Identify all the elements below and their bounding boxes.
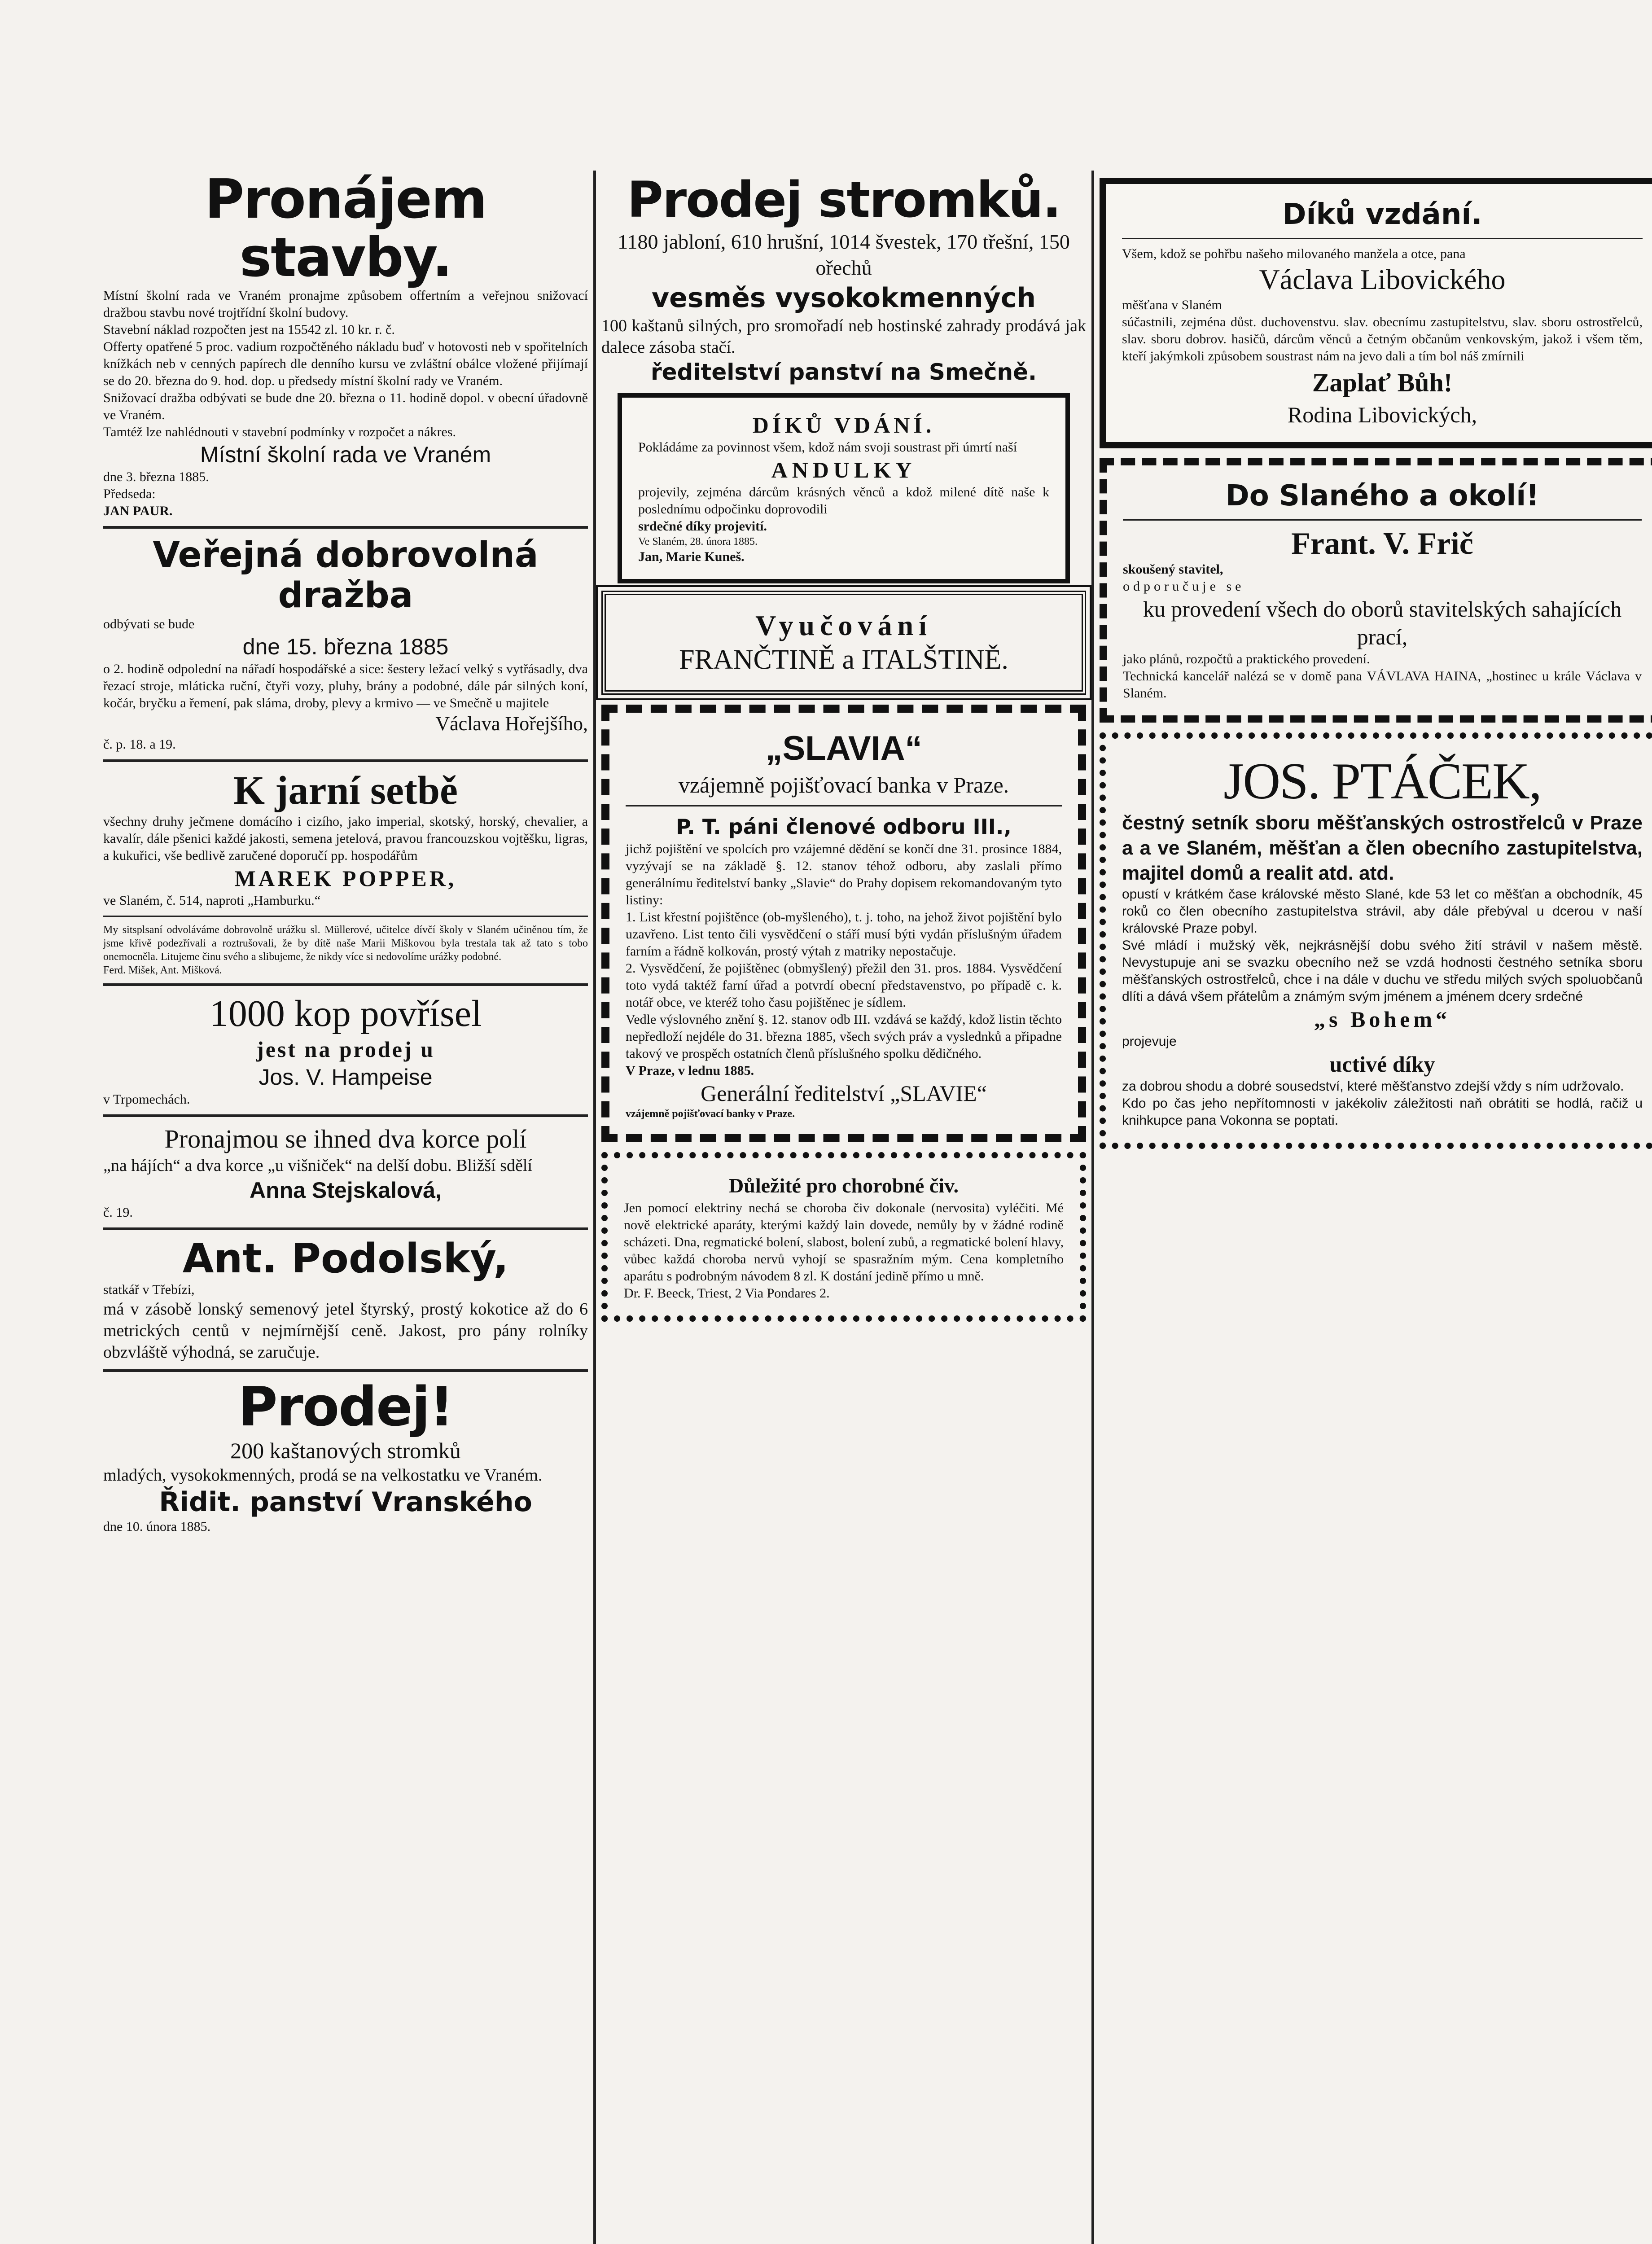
ad-jarni-setbe (103, 768, 588, 977)
ad-pronajem-stavby (103, 168, 588, 520)
ad-text: jichž pojištění ve spolcích pro vzájemné dědění se končí dne 31. prosince 1884, vyzývají se na základě §. 12. stanov téhož odboru, aby zaslali přímo generálnímu ředitelství banky „Slavie“ do Prahy dopisem rekomandovaným tyto listiny: (626, 842, 1062, 907)
ad-text: súčastnili, zejména důst. duchovenstvu. slav. obecnímu zastupitelstvu, slav. sboru ostrostřelců, slav. sboru dobrov. hasičů, dárcům věnců a četným občanům venkovským, jakož i všem těm, kteří jakýmkoli způsobem soustrast nám na jevo dali a tím bol náš zmírnili (1122, 315, 1643, 364)
ad-text: Snižovací dražba odbývati se bude dne 20. března o 11. hodině dopol. v obecní úřadovně ve Vraném. (103, 390, 588, 422)
ad-text: odporučuje se (1123, 579, 1245, 594)
ad-text: opustí v krátkém čase královské město Slané, kde 53 let co měšťan a obchodník, 45 roků co člen obecního zastupitelstva strávil, aby dále přebýval u dcerou v naší královské Praze pobyl. (1122, 887, 1643, 936)
column-rule (1091, 171, 1094, 2244)
ad-name: Jos. V. Hampeise (259, 1065, 433, 1090)
newspaper-page (103, 168, 1643, 2244)
divider (103, 1369, 588, 1372)
ad-title: Pronájem stavby. (205, 168, 486, 289)
ad-text: mladých, vysokokmenných, prodá se na velkostatku ve Vraném. (103, 1466, 543, 1485)
ad-text: ku provedení všech do oborů stavitelských sahajících prací, (1143, 596, 1622, 649)
ad-prodej-stromku (601, 171, 1086, 386)
ad-name: Anna Stejskalová, (250, 1178, 442, 1203)
ad-signature: Řidit. panství Vranského (159, 1486, 532, 1518)
column-rule (593, 171, 596, 2244)
ad-signature: Generální ředitelství „SLAVIE“ (701, 1081, 987, 1106)
ad-line: vesměs vysokokmenných (652, 282, 1036, 314)
ad-thanks: srdečné díky projevití. (638, 519, 767, 534)
ad-address: č. p. 18. a 19. (103, 737, 176, 752)
ad-text: všechny druhy ječmene domácího i cizího, jako imperial, skotský, horský, chevalier, a kavalír, dále pšenici každé jakosti, semena jetelová, pravou francouzskou vojtěšku, ligras, a kukuřici, vše bedlivě zaručené doporučí pp. hospodářům (103, 814, 588, 863)
ad-subtitle: skoušený stavitel, (1123, 562, 1223, 577)
ad-prodej (103, 1378, 588, 1535)
ad-text: Místní školní rada ve Vraném pronajme způsobem offertním a veřejnou snižovací dražbou stavbu nové trojtřídní školní budovy. (103, 288, 588, 320)
ad-slavia (601, 705, 1086, 1142)
ad-subtitle: odbývati se bude (103, 617, 195, 631)
ad-signature-sub: vzájemně pojišťovací banky v Praze. (626, 1108, 795, 1120)
ad-text: čestný setník sboru měšťanských ostrostřelců v Praze a a ve Slaném, měšťan a člen obecního zastupitelstva, majitel domů a realit atd. atd. (1122, 812, 1643, 884)
ad-text: má v zásobě lonský semenový jetel štyrský, prostý kokotice až do 6 metrických centů v nejmírnější ceně. Jakost, pro pány rolníky obzvláště výhodná, se zaručuje. (103, 1300, 588, 1362)
column-1 (103, 168, 588, 1535)
ad-text: 2. Vysvědčení, že pojištěnec (obmyšlený) přežil den 31. pros. 1884. Vysvědčení toto vydá taktéž farní úřad a potvrdí obecní představenstvo, po případě c. k. notář obce, ve kteréž toho času pojištěnec je sídlem. (626, 961, 1062, 1010)
ad-diku-vzdani (1100, 178, 1652, 448)
ad-povrisel (103, 992, 588, 1108)
ad-date: Ve Slaném, 28. února 1885. (638, 536, 758, 548)
ad-thanks: uctivé díky (1329, 1052, 1435, 1077)
ad-pronajmou (103, 1123, 588, 1221)
ad-address: č. 19. (103, 1205, 133, 1220)
ad-text: Vedle výslovného znění §. 12. stanov odb III. vzdává se každý, kdož listin těchto nepředloží nejdéle do 31. března 1885, všech svých práv a vyslednků a připadne takový ve prospěch ostatních členů příslušného spolku dědičného. (626, 1012, 1062, 1061)
ad-notice: My sitsplsaní odvoláváme dobrovolně urážku sl. Müllerové, učitelce dívčí školy v Slaném učiněnou tím, že jsme křivě podezřívali a roztrušovali, že by dítě naše Marii Miškovou byla trestala tak až tato s tobo onemocněla. Litujeme činu svého a slibujeme, že nikdy více si nedovolíme urážky podobné. (103, 924, 588, 963)
ad-text: projevuje (1122, 1034, 1177, 1049)
ad-text: o 2. hodině odpolední na nářadí hospodářské a sice: šestery ležací velký s vytřásadly, dva řezací stroje, mláticka ruční, čtyři vozy, pluhy, brány a podobné, dále pár silných koní, kočár, bryčku a řemení, pak sláma, droby, plevy a krmivo — ve Smečně u majitele (103, 662, 588, 710)
ad-text: Tamtéž lze nahlédnouti v stavební podmínky v rozpočet a nákres. (103, 425, 456, 439)
ad-text: Své mládí i mužský věk, nejkrásnější dobu svého žití strávil v našem městě. Nevystupuje ani se svazku obecního než se vzdá hodnosti čestného setníka sboru měšťanských ostrostřelců, chce i na dále v duchu ve středu milých svých spoluobčanů dlíti a dává všem přátelům a známým svým jménem a jménem dcery srdečné (1122, 938, 1643, 1004)
ad-signature: Dr. F. Beeck, Triest, 2 Via Pondares 2. (624, 1286, 830, 1301)
ad-text: Offerty opatřené 5 proc. vadium rozpočtěného nákladu buď v hotovosti neb v spořitelních knížkách neb v cenných papírech dle denního kursu ve zvláštní obálce vložené přijímají se do 20. března do 9. hod. dop. u předsedy místní školní rady ve Vraném. (103, 339, 588, 388)
ad-subtitle: měšťana v Slaném (1122, 298, 1222, 312)
ad-greeting: P. T. páni členové odboru III., (676, 815, 1012, 839)
ad-chorobne (601, 1152, 1086, 1322)
ad-drazba (103, 535, 588, 753)
ad-signature: Rodina Libovických, (1287, 402, 1477, 427)
ad-date: dne 3. března 1885. (103, 469, 209, 484)
ad-text: Všem, kdož se pohřbu našeho milovaného manžela a otce, pana (1122, 246, 1466, 261)
ad-signature: Jan, Marie Kuneš. (638, 549, 745, 564)
divider (103, 759, 588, 762)
ad-ptacek (1100, 732, 1652, 1149)
ad-line: jest na prodej u (256, 1037, 435, 1062)
ad-text: Stavební náklad rozpočten jest na 15542 zl. 10 kr. r. č. (103, 322, 395, 337)
divider (626, 805, 1062, 806)
ad-name: ANDULKY (771, 457, 916, 482)
ad-text: projevily, zejména dárcům krásných věnců a kdož milené dítě naše k poslednímu odpočinku doprovodili (638, 485, 1049, 517)
ad-fric (1100, 458, 1652, 723)
ad-podolsky (103, 1236, 588, 1363)
ad-title: Prodej stromků. (627, 171, 1060, 228)
ad-title: Pronajmou se ihned dva korce polí (164, 1124, 527, 1153)
ad-title: „SLAVIA“ (765, 729, 922, 767)
column-2 (601, 171, 1086, 1332)
ad-text: Pokládáme za povinnost všem, kdož nám svoji soustrast při úmrtí naší (638, 440, 1017, 455)
ad-title: Vyučování (755, 609, 932, 641)
ad-diku-vdani (618, 393, 1070, 583)
ad-title: Díků vzdání. (1282, 198, 1482, 231)
ad-address: v Trpomechách. (103, 1092, 190, 1107)
divider (103, 526, 588, 529)
ad-date: dne 10. února 1885. (103, 1519, 211, 1534)
ad-name: Frant. V. Frič (1291, 526, 1473, 561)
divider (103, 1227, 588, 1230)
ad-title: Ant. Podolský, (182, 1235, 509, 1282)
ad-title: Prodej! (238, 1376, 453, 1438)
divider (103, 983, 588, 986)
ad-subtitle: vzájemně pojišťovací banka v Praze. (678, 772, 1009, 798)
ad-subtitle: statkář v Třebízi, (103, 1282, 195, 1297)
ad-title: Důležité pro chorobné čiv. (729, 1174, 959, 1197)
ad-line: 200 kaštanových stromků (230, 1438, 461, 1463)
divider (103, 916, 588, 917)
ad-text: jako plánů, rozpočtů a praktického provedení. (1123, 652, 1370, 666)
ad-role: Předseda: (103, 486, 156, 501)
ad-title: DÍKŮ VDÁNÍ. (752, 412, 935, 438)
ad-text: Kdo po čas jeho nepřítomnosti v jakékoliv záležitosti naň obrátiti se hodlá, račiž u knihkupce pana Vokonna se poptati. (1122, 1096, 1643, 1128)
divider (1123, 519, 1642, 521)
ad-title: Veřejná dobrovolná dražba (153, 535, 539, 616)
ad-text: 100 kaštanů silných, pro sromořadí neb hostinské zahrady prodává jak dalece zásoba stačí. (601, 316, 1086, 357)
divider (103, 1114, 588, 1117)
ad-name: MAREK POPPER, (234, 866, 457, 891)
ad-thanks: Zaplať Bůh! (1312, 368, 1453, 397)
column-3 (1100, 171, 1652, 1159)
ad-signature: ředitelství panství na Smečně. (650, 359, 1037, 385)
ad-text: „na hájích“ a dva korce „u višniček“ na delší dobu. Bližší sdělí (103, 1156, 533, 1175)
ad-title: Do Slaného a okolí! (1225, 479, 1539, 513)
ad-text: Technická kancelář nalézá se v domě pana VÁVLAVA HAINA, „hostinec u krále Václava v Slaném. (1123, 669, 1642, 701)
ad-date: V Praze, v lednu 1885. (626, 1063, 754, 1078)
ad-text: 1. List křestní pojištěnce (ob-myšleného), t. j. toho, na jehož život pojištění bylo uzavřeno. List tento čili vysvědčení o stáří musí býti vydán příslušným úřadem farním a řádně kolkován, prostý výtah z matriky nepostačuje. (626, 910, 1062, 959)
ad-text: za dobrou shodu a dobré sousedství, které měšťanstvo zdejší vždy s ním udržovalo. (1122, 1079, 1624, 1094)
ad-signature: Václava Hořejšího, (435, 713, 588, 735)
ad-title: JOS. PTÁČEK, (1223, 753, 1541, 810)
ad-address: ve Slaném, č. 514, naproti „Hamburku.“ (103, 893, 321, 908)
ad-name: JAN PAUR. (103, 504, 173, 518)
ad-vyucovani (601, 591, 1086, 695)
ad-notice-signature: Ferd. Mišek, Ant. Mišková. (103, 964, 222, 976)
ad-line: 1180 jabloní, 610 hrušní, 1014 švestek, 170 třešní, 150 ořechů (618, 230, 1070, 279)
divider (1122, 238, 1643, 239)
ad-title: K jarní setbě (233, 768, 458, 813)
ad-text: Jen pomocí elektriny nechá se choroba čiv dokonale (nervosita) vyléčiti. Mé nově elektrické aparáty, kterými každý lain dovede, nemůly by v žádné rodině scházeti. Dna, regmatické bolení, slabost, bolení zubů, a regmatické bolení hlavy, vůbec každá choroba nervů vyhojí se spasražním mým. Cena kompletního aparátu s podrobným návodem 8 zl. K dostání jedině přímo u mně. (624, 1201, 1064, 1284)
ad-signature: Místní školní rada ve Vraném (200, 442, 491, 467)
ad-title: 1000 kop povřísel (209, 993, 482, 1034)
ad-date: dne 15. března 1885 (242, 634, 449, 659)
ad-name: Václava Libovického (1259, 263, 1506, 295)
ad-subtitle: FRANČTINĚ a ITALŠTINĚ. (679, 644, 1008, 675)
ad-farewell: „s Bohem“ (1314, 1007, 1450, 1032)
